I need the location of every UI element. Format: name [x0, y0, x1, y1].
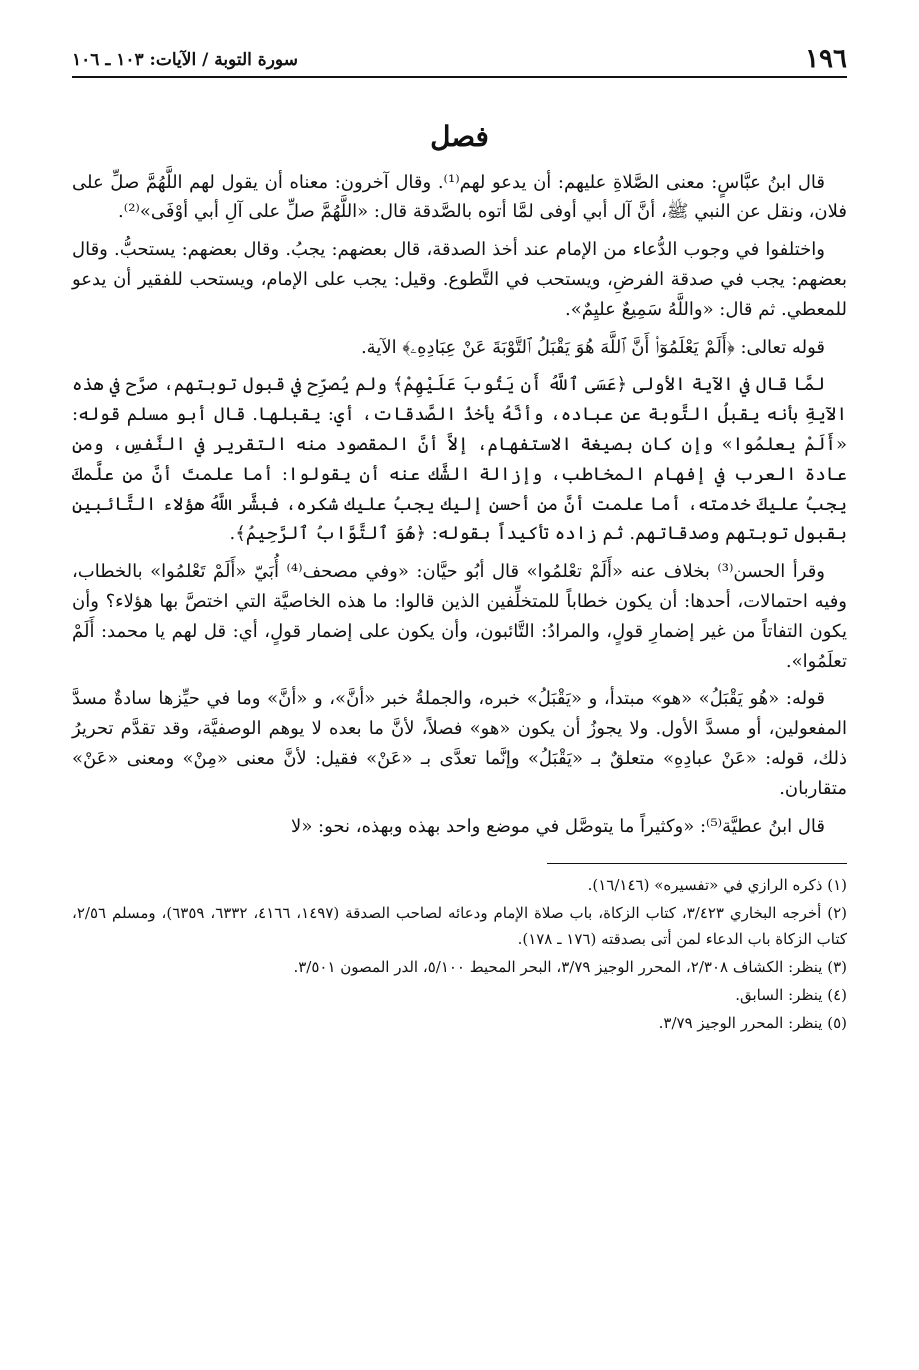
- page-header: [72, 38, 847, 72]
- paragraph: لمَّا قال في الآية الأولى ﴿عَسَى ٱللَّهُ أَن يَتُوبَ عَلَيْهِمْ﴾ ولم يُصرِّح في قبول توبتهم، صرَّح في هذه الآيةِ بأنه يقبلُ التَّوبة عن عباده، وأنَّهُ يأخذُ الصَّدقات، أي: يقبلها. قال أبو مسلم قوله: «أَلَمْ يعلمُوا» وإن كان بصيغة الاستفهام، إلاَّ أنَّ المقصود منه التقرير في النَّفسِ، ومن عادة العرب في إفهام المخاطب، وإزالة الشَّك عنه أن يقولوا: أما علمتَ أنَّ من علَّمكَ يجبُ عليكَ خدمته، أما علمت أنَّ من أحسن إليك يجبُ عليك شكره، فبشَّر اللَّهُ هؤلاء التَّائبين بقبول توبتهم وصدقاتهم. ثم زاده تأكيداً بقوله: ﴿هُوَ ٱلتَّوَّابُ ٱلرَّحِيمُ﴾.: [72, 374, 847, 545]
- header-rule: [72, 76, 847, 78]
- running-head: سورة التوبة / الآيات: ١٠٣ ـ ١٠٦: [72, 50, 298, 70]
- main-text: [72, 168, 847, 842]
- footnote: (١) ذكره الرازي في «تفسيره» (١٦/١٤٦).: [587, 876, 847, 895]
- paragraph: وقرأ الحسن⁽³⁾ بخلاف عنه «أَلَمْ تعْلمُوا» قال أبُو حيَّان: «وفي مصحف⁽⁴⁾ أُبَيّ «أَلَمْ تَعْلمُوا» بالخطاب، وفيه احتمالات، أحدها: أن يكون خطاباً للمتخلِّفين الذين قالوا: ما هذه الخاصيَّة التي اختصَّ بها هؤلاء؟ وأن يكون التفاتاً من غير إضمارِ قولٍ، والمرادُ: التَّائبون، وأن يكون على إضمار قولٍ، أي: قل لهم يا محمد: أَلَمْ تعلَمُوا».: [72, 561, 847, 672]
- paragraph: واختلفوا في وجوب الدُّعاء من الإمام عند أخذ الصدقة، قال بعضهم: يجبُ. وقال بعضهم: يستحبُّ. وقال بعضهم: يجب في صدقة الفرضِ، ويستحب في التَّطوع. وقيل: يجب على الإمام، ويستحب للفقير أن يدعو للمعطي. ثم قال: «واللَّهُ سَمِيعٌ عليِمٌ».: [72, 239, 847, 320]
- paragraph: قوله: «هُو يَقْبَلُ» «هو» مبتدأ، و «يَقْبَلُ» خبره، والجملةُ خبر «أنَّ»، و «أنَّ» وما في حيِّزها سادةٌ مسدَّ المفعولين، أو مسدَّ الأول. ولا يجوزُ أن يكون «هو» فصلاً، لأنَّ ما بعده لا يوهم الوصفيَّة، وقد تقدَّم تحريرُ ذلك، قوله: «عَنْ عبادِهِ» متعلقٌ بـ «يَقْبَلُ» وإنَّما تعدَّى بـ «عَنْ» فقيل: لأنَّ معنى «مِنْ» ومعنى «عَنْ» متقاربان.: [72, 688, 847, 799]
- page-number: ١٩٦: [805, 44, 847, 74]
- footnote: (٤) ينظر: السابق.: [735, 986, 847, 1005]
- paragraph: قال ابنُ عطيَّة⁽⁵⁾: «وكثيراً ما يتوصَّل في موضع واحد بهذه وبهذه، نحو: «لا: [291, 815, 825, 837]
- section-title: فصل: [430, 120, 489, 153]
- footnote: (٢) أخرجه البخاري ٣/٤٢٣، كتاب الزكاة، باب صلاة الإمام ودعائه لصاحب الصدقة (١٤٩٧، ٤١٦٦، ٦٣٣٢، ٦٣٥٩)، ومسلم ٢/٥٦، كتاب الزكاة باب الدعاء لمن أتى بصدقته (١٧٦ ـ ١٧٨).: [72, 904, 848, 949]
- paragraph: قال ابنُ عبَّاسٍ: معنى الصَّلاةِ عليهم: أن يدعو لهم⁽¹⁾. وقال آخرون: معناه أن يقول لهم اللَّهُمَّ صلِّ على فلان، ونقل عن النبي ﷺ، أنَّ آل أبي أوفى لمَّا أتوه بالصَّدقة قال: «اللَّهُمَّ صلِّ على آلِ أبي أوْفَى»⁽²⁾.: [72, 171, 847, 223]
- footnote: (٥) ينظر: المحرر الوجيز ٣/٧٩.: [658, 1014, 847, 1033]
- footnote-rule: [547, 863, 847, 864]
- paragraph: قوله تعالى: ﴿أَلَمْ يَعْلَمُوٓا۟ أَنَّ ٱللَّهَ هُوَ يَقْبَلُ ٱلتَّوْبَةَ عَنْ عِبَادِهِۦ﴾ الآية.: [360, 336, 825, 358]
- footnotes: [72, 872, 847, 1036]
- footnote: (٣) ينظر: الكشاف ٢/٣٠٨، المحرر الوجيز ٣/٧٩، البحر المحيط ٥/١٠٠، الدر المصون ٣/٥٠١.: [293, 958, 847, 977]
